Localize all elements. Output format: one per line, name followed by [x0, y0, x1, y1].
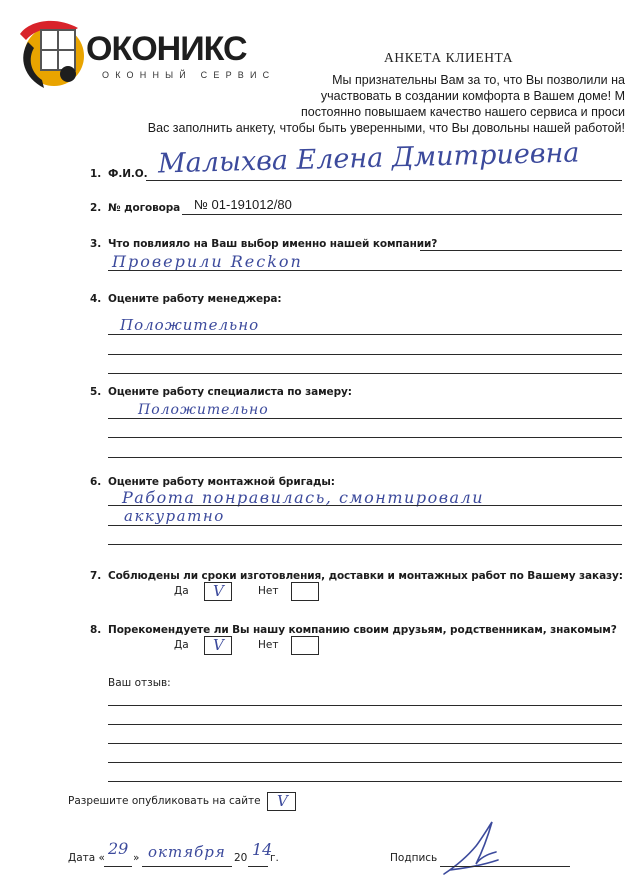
brand-tagline: ОКОННЫЙ СЕРВИС — [102, 70, 276, 80]
answer-line — [108, 418, 622, 419]
question-text: Соблюдены ли сроки изготовления, доставки и монтажных работ по Вашему заказу: — [108, 570, 623, 582]
question-number: 3. — [90, 238, 102, 250]
answer-line — [420, 250, 622, 251]
no-label: Нет — [258, 639, 279, 651]
answer-full-name[interactable]: Малыхва Елена Дмитриевна — [157, 137, 580, 180]
question-text: Оцените работу монтажной бригады: — [108, 476, 335, 488]
date-year-line — [248, 866, 268, 867]
answer-line — [108, 373, 622, 374]
answer-installation-rating-line2[interactable]: аккуратно — [124, 507, 225, 525]
answer-line — [108, 525, 622, 526]
review-line[interactable] — [108, 781, 622, 782]
answer-line — [108, 334, 622, 335]
question-text: Оцените работу специалиста по замеру: — [108, 386, 352, 398]
date-label: Дата « — [68, 852, 105, 864]
answer-line — [108, 544, 622, 545]
review-line[interactable] — [108, 724, 622, 725]
intro-line: постоянно повышаем качество нашего сервиса и проси — [301, 105, 625, 119]
deadline-yes-checkbox[interactable] — [204, 582, 232, 601]
recommend-yes-checkbox[interactable] — [204, 636, 232, 655]
question-4-label — [90, 293, 281, 305]
review-line[interactable] — [108, 705, 622, 706]
answer-line — [108, 270, 622, 271]
answer-choice-reason[interactable]: Проверили Reckon — [112, 252, 303, 271]
answer-line — [108, 505, 622, 506]
question-2-label — [90, 202, 180, 214]
question-number: 4. — [90, 293, 102, 305]
answer-installation-rating-line1[interactable]: Работа понравилась, смонтировали — [122, 488, 485, 507]
checkmark: V — [213, 636, 224, 654]
question-number: 8. — [90, 624, 102, 636]
intro-text — [65, 72, 625, 136]
question-5-label — [90, 386, 352, 398]
question-7-label — [90, 570, 623, 582]
checkmark: V — [277, 792, 288, 810]
handwritten-signature — [436, 818, 506, 882]
date-suffix: г. — [270, 852, 279, 864]
review-line[interactable] — [108, 762, 622, 763]
intro-line: участвовать в создании комфорта в Вашем доме! М — [320, 89, 625, 103]
question-text: Что повлияло на Ваш выбор именно нашей компании? — [108, 238, 438, 250]
intro-line: Мы признательны Вам за то, что Вы позволили на — [332, 73, 625, 87]
date-day[interactable]: 29 — [108, 839, 129, 858]
date-month-line — [142, 866, 232, 867]
answer-manager-rating[interactable]: Положительно — [120, 316, 260, 334]
question-6-label — [90, 476, 335, 488]
deadline-no-checkbox[interactable] — [291, 582, 319, 601]
date-close-quote: » — [133, 852, 140, 864]
review-line[interactable] — [108, 743, 622, 744]
form-title: АНКЕТА КЛИЕНТА — [384, 50, 514, 65]
publish-checkbox[interactable] — [267, 792, 296, 811]
date-month[interactable]: октября — [148, 843, 226, 861]
question-text: Оцените работу менеджера: — [108, 293, 282, 305]
question-number: 1. — [90, 168, 102, 180]
answer-contract-number[interactable]: № 01-191012/80 — [194, 197, 292, 212]
answer-line — [108, 457, 622, 458]
question-text: Порекомендуете ли Вы нашу компанию своим друзьям, родственникам, знакомым? — [108, 624, 617, 636]
answer-line — [108, 437, 622, 438]
question-number: 2. — [90, 202, 102, 214]
brand-name: ОКОНИКС — [86, 30, 247, 68]
question-number: 6. — [90, 476, 102, 488]
recommend-no-checkbox[interactable] — [291, 636, 319, 655]
intro-line: Вас заполнить анкету, чтобы быть уверенными, что Вы довольны нашей работой! — [147, 121, 625, 135]
date-day-line — [104, 866, 132, 867]
question-1-label — [90, 168, 148, 180]
yes-label: Да — [174, 639, 189, 651]
answer-line — [146, 180, 622, 181]
question-text: № договора — [108, 202, 181, 214]
date-year-prefix: 20 — [234, 852, 248, 864]
question-number: 5. — [90, 386, 102, 398]
checkmark: V — [213, 582, 224, 600]
question-number: 7. — [90, 570, 102, 582]
signature-line[interactable] — [440, 866, 570, 867]
question-text: Ф.И.О. — [108, 168, 148, 180]
date-year[interactable]: 14 — [252, 840, 273, 859]
no-label: Нет — [258, 585, 279, 597]
signature-label: Подпись — [390, 852, 438, 864]
review-label: Ваш отзыв: — [108, 677, 171, 689]
answer-measurer-rating[interactable]: Положительно — [138, 402, 269, 418]
answer-line — [182, 214, 622, 215]
question-8-label — [90, 624, 617, 636]
answer-line — [108, 354, 622, 355]
question-3-label — [90, 238, 437, 250]
publish-label: Разрешите опубликовать на сайте — [68, 795, 261, 807]
yes-label: Да — [174, 585, 189, 597]
